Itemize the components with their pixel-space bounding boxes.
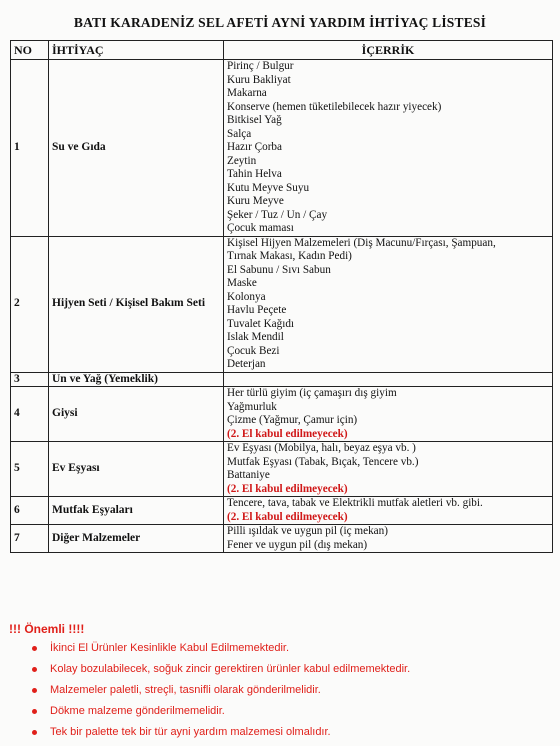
row-number: 5 bbox=[11, 442, 49, 497]
row-number: 2 bbox=[11, 236, 49, 372]
content-item: Kişisel Hijyen Malzemeleri (Diş Macunu/Fırçası, Şampuan, bbox=[227, 236, 496, 249]
content-item: Tuvalet Kağıdı bbox=[227, 317, 295, 330]
content-item: Çocuk Bezi bbox=[227, 344, 280, 357]
bullet-icon bbox=[32, 667, 37, 672]
content-item: Kuru Bakliyat bbox=[227, 73, 291, 86]
rule-text: Kolay bozulabilecek, soğuk zincir gerektiren ürünler kabul edilmemektedir. bbox=[50, 663, 411, 675]
row-number: 3 bbox=[11, 372, 49, 387]
rule-text: Dökme malzeme gönderilmemelidir. bbox=[50, 705, 225, 717]
table-row bbox=[11, 372, 553, 387]
table-header-row bbox=[11, 41, 553, 60]
content-item: Battaniye bbox=[227, 469, 270, 481]
content-item: Mutfak Eşyası (Tabak, Bıçak, Tencere vb.) bbox=[227, 455, 419, 468]
table-row bbox=[11, 236, 553, 372]
content-item: Her türlü giyim (iç çamaşırı dış giyim bbox=[227, 387, 397, 399]
rule-item bbox=[30, 638, 410, 659]
needs-table bbox=[10, 40, 553, 553]
content-item: Salça bbox=[227, 127, 252, 140]
content-cell bbox=[224, 60, 553, 237]
need-name: Ev Eşyası bbox=[49, 442, 224, 497]
rule-item bbox=[30, 722, 410, 743]
content-item: Islak Mendil bbox=[227, 331, 284, 343]
content-cell bbox=[224, 236, 553, 372]
content-item: Şeker / Tuz / Un / Çay bbox=[227, 208, 328, 221]
content-item: Hazır Çorba bbox=[227, 141, 282, 153]
rule-item bbox=[30, 701, 410, 722]
important-title: !!! Önemli !!!! bbox=[9, 622, 85, 636]
content-item: Kutu Meyve Suyu bbox=[227, 181, 310, 194]
content-item: Ev Eşyası (Mobilya, halı, beyaz eşya vb. ) bbox=[227, 442, 416, 454]
need-name: Hijyen Seti / Kişisel Bakım Seti bbox=[49, 236, 224, 372]
need-name: Su ve Gıda bbox=[49, 60, 224, 237]
rule-text: Tek bir palette tek bir tür ayni yardım malzemesi olmalıdır. bbox=[50, 726, 331, 738]
need-name: Mutfak Eşyaları bbox=[49, 497, 224, 525]
content-item: Havlu Peçete bbox=[227, 304, 287, 316]
header-content: İÇERRİK bbox=[224, 41, 553, 60]
content-item: Çocuk maması bbox=[227, 222, 294, 234]
content-item: Zeytin bbox=[227, 154, 257, 167]
content-item: Çizme (Yağmur, Çamur için) bbox=[227, 414, 358, 426]
bullet-icon bbox=[32, 709, 37, 714]
row-number: 7 bbox=[11, 525, 49, 553]
content-item: Tencere, tava, tabak ve Elektrikli mutfak aletleri vb. gibi. bbox=[227, 497, 483, 509]
row-number: 4 bbox=[11, 387, 49, 442]
table-row bbox=[11, 525, 553, 553]
document-title: BATI KARADENİZ SEL AFETİ AYNİ YARDIM İHTİYAÇ LİSTESİ bbox=[73, 15, 487, 30]
header-need: İHTİYAÇ bbox=[49, 41, 224, 60]
header-no: NO bbox=[11, 41, 49, 60]
rule-item bbox=[30, 659, 410, 680]
content-item: Kolonya bbox=[227, 290, 266, 303]
row-number: 1 bbox=[11, 60, 49, 237]
rule-text: Malzemeler paletli, streçli, tasnifli olarak gönderilmelidir. bbox=[50, 684, 321, 696]
second-hand-note: (2. El kabul edilmeyecek) bbox=[227, 427, 348, 440]
important-rules-list bbox=[30, 638, 410, 743]
content-cell bbox=[224, 387, 553, 442]
content-item: Tırnak Makası, Kadın Pedi) bbox=[227, 250, 352, 262]
table-row bbox=[11, 497, 553, 525]
content-item: Tahin Helva bbox=[227, 168, 282, 180]
content-item: Maske bbox=[227, 277, 257, 289]
second-hand-note: (2. El kabul edilmeyecek) bbox=[227, 510, 348, 523]
need-name: Diğer Malzemeler bbox=[49, 525, 224, 553]
need-name: Un ve Yağ (Yemeklik) bbox=[49, 372, 224, 387]
content-item: Makarna bbox=[227, 87, 267, 99]
rule-text: İkinci El Ürünler Kesinlikle Kabul Edilmemektedir. bbox=[50, 642, 290, 654]
bullet-icon bbox=[32, 730, 37, 735]
content-item: Pirinç / Bulgur bbox=[227, 60, 294, 72]
content-cell bbox=[224, 372, 553, 387]
table-row bbox=[11, 60, 553, 237]
content-item: El Sabunu / Sıvı Sabun bbox=[227, 263, 331, 276]
bullet-icon bbox=[32, 646, 37, 651]
content-item: Konserve (hemen tüketilebilecek hazır yiyecek) bbox=[227, 100, 442, 113]
content-item: Deterjan bbox=[227, 358, 266, 370]
need-name: Giysi bbox=[49, 387, 224, 442]
content-item: Kuru Meyve bbox=[227, 195, 284, 207]
rule-item bbox=[30, 680, 410, 701]
content-cell bbox=[224, 442, 553, 497]
row-number: 6 bbox=[11, 497, 49, 525]
content-item: Yağmurluk bbox=[227, 400, 277, 413]
content-cell bbox=[224, 525, 553, 553]
table-row bbox=[11, 387, 553, 442]
bullet-icon bbox=[32, 688, 37, 693]
table-row bbox=[11, 442, 553, 497]
second-hand-note: (2. El kabul edilmeyecek) bbox=[227, 482, 348, 495]
content-item: Fener ve uygun pil (dış mekan) bbox=[227, 538, 368, 551]
content-item: Pilli ışıldak ve uygun pil (iç mekan) bbox=[227, 525, 388, 537]
content-cell bbox=[224, 497, 553, 525]
content-item: Bitkisel Yağ bbox=[227, 114, 282, 126]
